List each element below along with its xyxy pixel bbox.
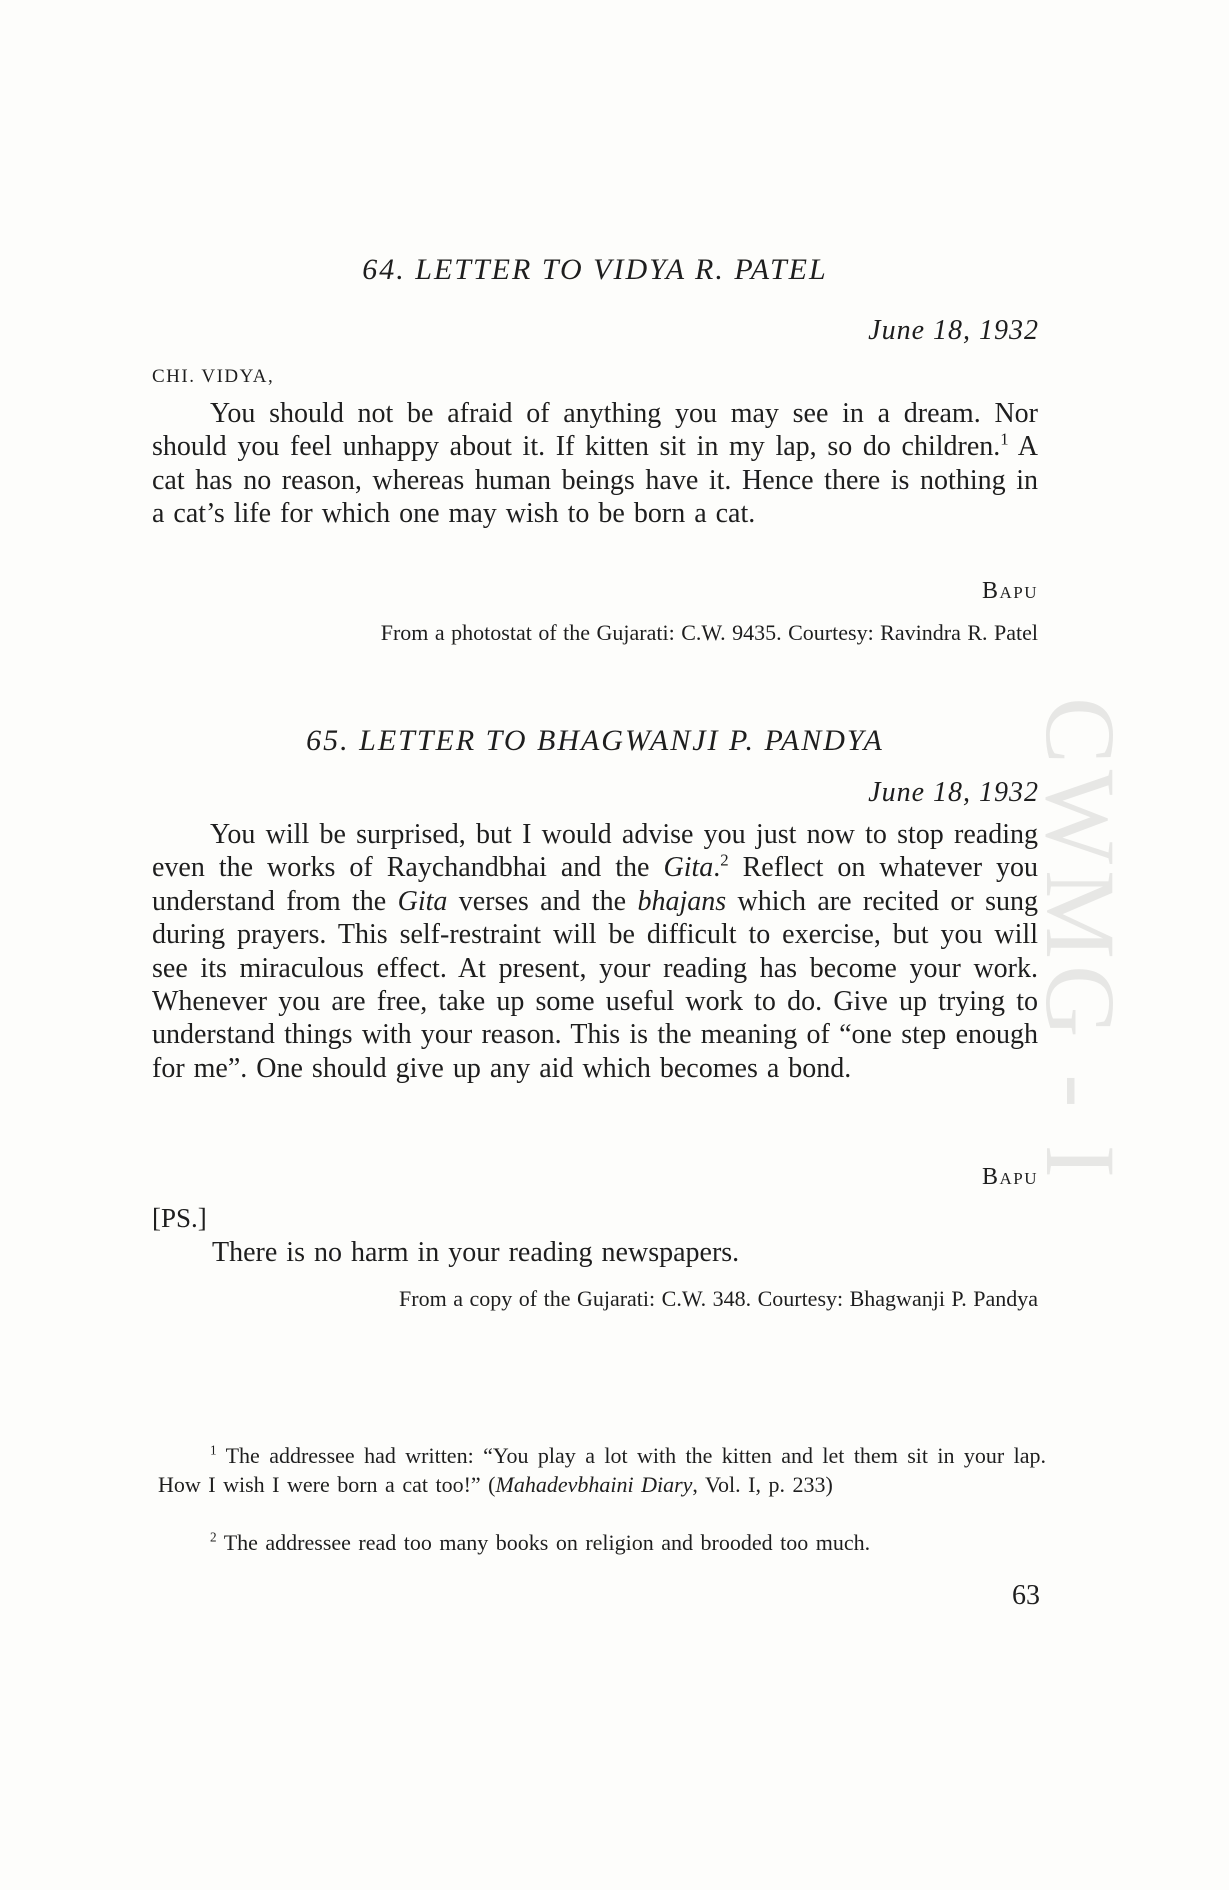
footnote-2: $^2$ The addressee read too many books on religion and brooded too much. (210, 1529, 871, 1555)
letter-64-signature: Bapu (981, 578, 1038, 604)
letter-64-title: 64. LETTER TO VIDYA R. PATEL (362, 253, 828, 286)
watermark: CWMG - I (1024, 696, 1136, 1184)
letter-65-signature: Bapu (981, 1164, 1038, 1190)
letter-64-body: You should not be afraid of anything you may see in a dream. Nor should you feel unhappy about it. If kitten sit in my lap, so do children.$^1$ A cat has no reason, whereas human beings have it. Hence there is nothing in a cat’s life for which one may wish to be born a cat. (152, 398, 1038, 530)
letter-65-title: 65. LETTER TO BHAGWANJI P. PANDYA (306, 724, 884, 757)
footnote-1: $^1$ The addressee had written: “You play a lot with the kitten and let them sit in your lap. How I wish I were born a cat too!” (Mahadevbhaini Diary, Vol. I, p. 233) (158, 1442, 1046, 1497)
letter-65-body: You will be surprised, but I would advise you just now to stop reading even the works of Raychandbhai and the Gita.$^2$ Reflect on whatever you understand from the Gita verses and the bhajans which are recited or sung during prayers. This self-restraint will be difficult to exercise, but you will see its miraculous effect. At present, your reading has become your work. Whenever you are free, take up some useful work to do. Give up trying to understand things with your reason. This is the meaning of “one step enough for me”. One should give up any aid which becomes a bond. (152, 819, 1039, 1084)
ps-text: There is no harm in your reading newspapers. (212, 1237, 740, 1268)
letter-65-date: June 18, 1932 (868, 777, 1039, 808)
page-number: 63 (1012, 1580, 1040, 1611)
letter-64-date: June 18, 1932 (868, 315, 1039, 346)
footnote-ref-1: 1 (1000, 430, 1009, 450)
ps-label: [PS.] (152, 1203, 207, 1233)
letter-65-source: From a copy of the Gujarati: C.W. 348. Courtesy: Bhagwanji P. Pandya (399, 1286, 1038, 1311)
salutation: CHI. VIDYA, (152, 366, 275, 387)
footnote-ref-2: 2 (720, 851, 729, 871)
letter-64-source: From a photostat of the Gujarati: C.W. 9435. Courtesy: Ravindra R. Patel (380, 620, 1038, 645)
